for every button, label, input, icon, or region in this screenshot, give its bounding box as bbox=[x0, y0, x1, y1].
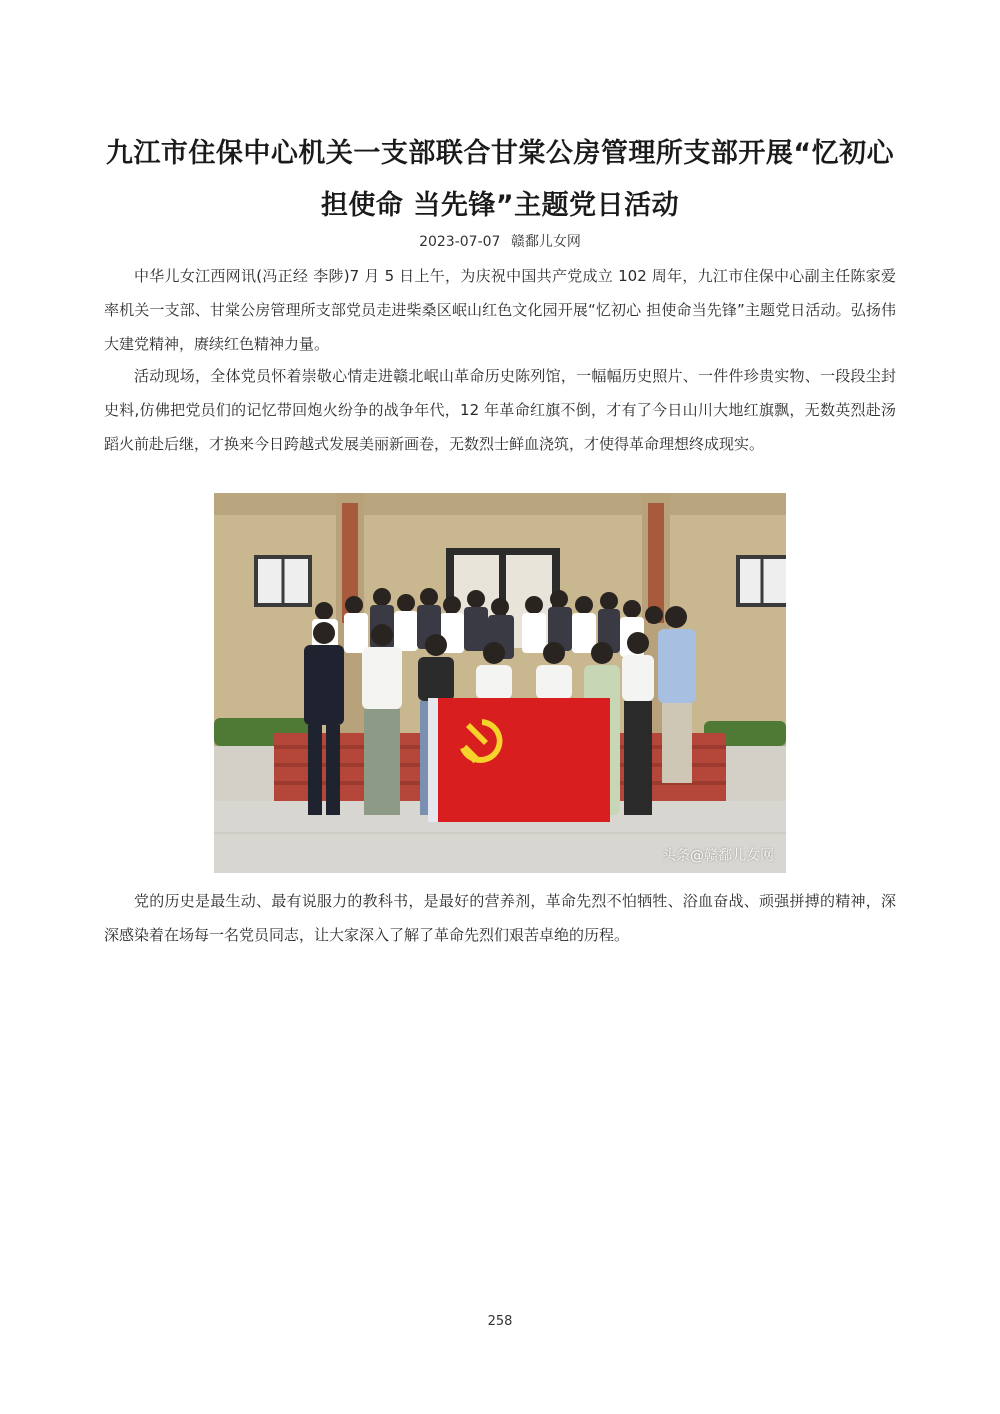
article-source: 赣鄱儿女网 bbox=[510, 234, 581, 250]
group-photo bbox=[214, 493, 786, 873]
party-flag bbox=[436, 698, 610, 822]
paragraph-3: 党的历史是最生动、最有说服力的教科书，是最好的营养剂，革命先烈不怕牺牲、浴血奋战、顽强拼搏的精神，深深感染着在场每一名党员同志，让大家深入了解了革命先烈们艰苦卓绝的历程。 bbox=[104, 892, 896, 944]
group-photo-illustration bbox=[214, 493, 786, 873]
paragraph-1: 中华儿女江西网讯(冯正经 李陟)7 月 5 日上午，为庆祝中国共产党成立 102 周年，九江市住保中心副主任陈家爱率机关一支部、甘棠公房管理所支部党员走进柴桑区岷山红色文化园开展“忆初心 担使命当先锋”主题党日活动。弘扬伟大建党精神，赓续红色精神力量。 bbox=[104, 267, 896, 353]
article-meta bbox=[0, 231, 1000, 251]
page-number: 258 bbox=[487, 1314, 513, 1329]
paragraph-2: 活动现场，全体党员怀着崇敬心情走进赣北岷山革命历史陈列馆，一幅幅历史照片、一件件珍贵实物、一段段尘封史料,仿佛把党员们的记忆带回炮火纷争的战争年代，12 年革命红旗不倒，才有了今日山川大地红旗飘，无数英烈赴汤蹈火前赴后继，才换来今日跨越式发展美丽新画卷，无数烈士鲜血浇筑，才使得革命理想终成现实。 bbox=[104, 367, 896, 453]
photo-watermark: 头条@赣鄱儿女网 bbox=[662, 848, 774, 864]
article-title-line-1: 九江市住保中心机关一支部联合甘棠公房管理所支部开展“忆初心 bbox=[105, 138, 895, 169]
article-title-line-2: 担使命 当先锋”主题党日活动 bbox=[320, 190, 680, 221]
publish-date: 2023-07-07 bbox=[419, 234, 501, 250]
